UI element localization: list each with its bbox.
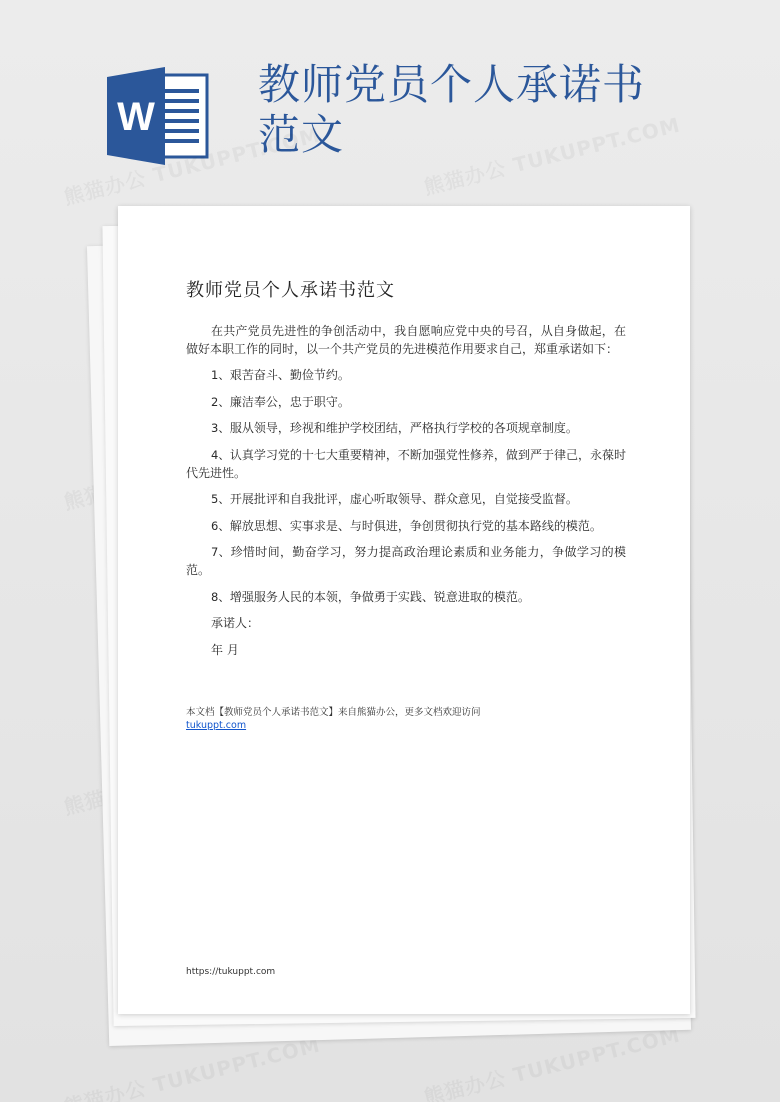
- svg-text:W: W: [117, 95, 155, 139]
- list-item: [186, 517, 626, 535]
- item-number: 1、: [211, 368, 230, 382]
- list-item: [186, 446, 626, 482]
- item-number: 4、: [211, 447, 230, 462]
- source-note: [186, 706, 626, 732]
- date-label: 年 月: [211, 642, 239, 657]
- item-text: 服从领导，珍视和维护学校团结，严格执行学校的各项规章制度。: [229, 421, 578, 435]
- item-text: 开展批评和自我批评，虚心听取领导、群众意见，自觉接受监督。: [229, 492, 578, 506]
- item-text: 艰苦奋斗、勤俭节约。: [229, 368, 350, 382]
- list-item: [186, 393, 626, 411]
- item-text: 认真学习党的十七大重要精神，不断加强党性修养，做到严于律己，永葆时代先进性。: [186, 447, 626, 480]
- source-link[interactable]: tukuppt.com: [186, 720, 247, 731]
- document-title: 教师党员个人承诺书范文: [186, 280, 395, 301]
- intro-paragraph: 在共产党员先进性的争创活动中，我自愿响应党中央的号召，从自身做起，在做好本职工作的同时，以一个共产党员的先进模范作用要求自己，郑重承诺如下：: [186, 324, 626, 356]
- item-text: 廉洁奉公，忠于职守。: [229, 394, 350, 409]
- list-item: [186, 543, 626, 579]
- document-body: [186, 322, 626, 667]
- item-number: 8、: [211, 589, 230, 604]
- item-number: 2、: [211, 394, 230, 409]
- bottom-url: https://tukuppt.com: [186, 967, 276, 977]
- item-number: 3、: [211, 421, 230, 435]
- list-item: [186, 419, 626, 437]
- item-text: 增强服务人民的本领，争做勇于实践、锐意进取的模范。: [229, 589, 530, 604]
- page-title: 教师党员个人承诺书范文: [258, 60, 646, 159]
- list-item: [186, 366, 626, 384]
- signer-label: 承诺人：: [211, 616, 260, 630]
- item-text: 解放思想、实事求是、与时俱进，争创贯彻执行党的基本路线的模范。: [229, 518, 602, 533]
- list-item: [186, 588, 626, 606]
- list-item: [186, 490, 626, 508]
- item-number: 6、: [211, 518, 230, 533]
- item-number: 7、: [211, 545, 231, 559]
- item-text: 珍惜时间，勤奋学习，努力提高政治理论素质和业务能力，争做学习的模范。: [186, 545, 626, 577]
- item-number: 5、: [211, 492, 230, 506]
- source-note-text: 本文档【教师党员个人承诺书范文】来自熊猫办公，更多文档欢迎访问: [186, 707, 481, 718]
- document-page: [118, 206, 690, 1014]
